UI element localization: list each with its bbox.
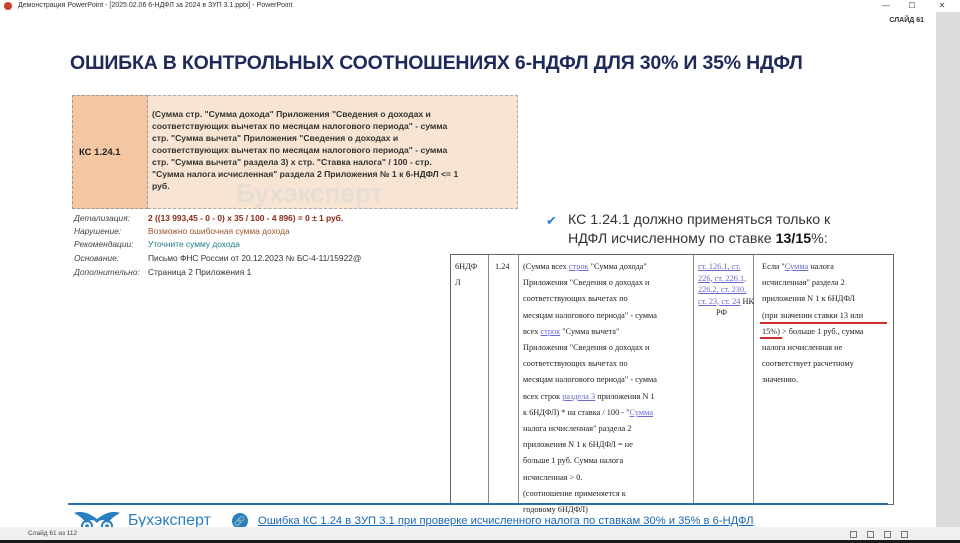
window-title: Демонстрация PowerPoint - [2025.02.06 6-НДФЛ за 2024 в ЗУП 3.1.pptx] - PowerPoint bbox=[18, 2, 293, 9]
table-cell-line: Приложения "Сведения о доходах и bbox=[523, 278, 650, 288]
table-cell-line: (при значении ставки 13 или bbox=[762, 310, 864, 320]
detail-value: Письмо ФНС России от 20.12.2023 № БС-4-11/15922@ bbox=[148, 253, 362, 263]
table-cell-line: РФ bbox=[716, 308, 728, 317]
footer-divider bbox=[68, 503, 888, 505]
detail-label: Нарушение: bbox=[74, 226, 122, 236]
inline-link[interactable]: строк bbox=[540, 326, 561, 336]
detail-label: Основание: bbox=[74, 253, 120, 263]
table-cell-line: годовому 6НДФЛ) bbox=[523, 505, 588, 514]
slide-counter: Слайд 61 из 112 bbox=[28, 530, 78, 537]
inline-link[interactable]: Сумма bbox=[629, 407, 654, 417]
maximize-button[interactable]: ☐ bbox=[908, 1, 916, 10]
table-cell-line: 6НДФ bbox=[455, 262, 478, 271]
table-cell-line: (соотношение применяется к bbox=[523, 488, 626, 498]
slide-number: СЛАЙД 61 bbox=[889, 17, 924, 24]
table-cell-line: соответствующих вычетах по bbox=[523, 294, 628, 304]
table-cell-line: исчисленная" раздела 2 bbox=[762, 278, 845, 288]
bullet-line-1: КС 1.24.1 должно применяться только к bbox=[568, 212, 831, 228]
watermark-logo: Бухэксперт bbox=[236, 178, 384, 208]
highlight-underline-2 bbox=[760, 337, 782, 339]
formula-line: стр. "Сумма вычета" Приложения "Сведения о доходах и bbox=[152, 133, 399, 143]
table-cell-line: налога исчисленная не bbox=[762, 343, 843, 352]
regulation-table bbox=[450, 254, 894, 514]
table-cell-line: Л bbox=[455, 278, 461, 288]
ks-code-cell bbox=[72, 95, 148, 209]
highlight-underline-1 bbox=[760, 322, 887, 324]
detail-value: Возможно ошибочная сумма дохода bbox=[148, 226, 290, 236]
minimize-button[interactable]: — bbox=[882, 1, 890, 10]
table-cell-line: соответствует расчетному bbox=[762, 359, 854, 369]
table-cell-line bbox=[698, 261, 740, 273]
inline-link[interactable]: Сумма bbox=[784, 262, 809, 271]
detail-label: Дополнительно: bbox=[74, 267, 140, 277]
table-cell-line: соответствующих вычетах по bbox=[523, 359, 628, 369]
table-cell-line: всех строк раздела 3 приложения N 1 bbox=[523, 391, 655, 401]
detail-value: Страница 2 Приложения 1 bbox=[148, 267, 252, 277]
vertical-scrollbar[interactable] bbox=[936, 12, 960, 527]
status-bar bbox=[0, 527, 960, 540]
table-cell-line: всех строк "Сумма вычета" bbox=[523, 326, 620, 336]
detail-value: Уточните сумму дохода bbox=[148, 239, 240, 249]
detail-value: 2 ((13 993,45 - 0 - 0) х 35 / 100 - 4 896) = 0 ± 1 руб. bbox=[148, 213, 344, 223]
formula-line: "Сумма налога исчисленная" раздела 2 Приложения № 1 к 6-НДФЛ <= 1 bbox=[152, 169, 459, 179]
table-cell-line: налога исчисленная" раздела 2 bbox=[523, 424, 632, 433]
table-cell-line: к 6НДФЛ) * на ставка / 100 - "Сумма bbox=[523, 407, 654, 417]
formula-line: соответствующих вычетах по месяцам налогового периода" - сумма bbox=[152, 121, 448, 131]
table-cell-line: 15%) > больше 1 руб., сумма bbox=[762, 326, 864, 336]
normal-view-icon[interactable] bbox=[850, 531, 857, 538]
link-icon[interactable]: 🔗 bbox=[232, 513, 248, 527]
table-cell-line: значению. bbox=[762, 375, 799, 385]
table-cell-line: приложения N 1 к 6НДФЛ = не bbox=[523, 440, 633, 450]
table-cell-line: приложения N 1 к 6НДФЛ bbox=[762, 294, 855, 304]
formula-line: соответствующих вычетах по месяцам налогового периода" - сумма bbox=[152, 145, 448, 155]
table-cell-line: больше 1 руб. Сумма налога bbox=[523, 456, 624, 466]
table-col-number bbox=[489, 255, 519, 504]
inline-link[interactable]: строк bbox=[568, 262, 589, 271]
brand-name: Бухэксперт bbox=[128, 512, 211, 527]
inline-link[interactable]: 226.2, ст. 230, bbox=[698, 285, 747, 294]
table-cell-line: Приложения "Сведения о доходах и bbox=[523, 343, 650, 352]
table-cell-line: Если "Сумма налога bbox=[762, 262, 834, 271]
table-col-law bbox=[694, 255, 754, 504]
formula-line: (Сумма стр. "Сумма дохода" Приложения "Сведения о доходах и bbox=[152, 109, 431, 119]
table-cell-line: месяцам налогового периода" - сумма bbox=[523, 375, 657, 385]
detail-label: Детализация: bbox=[74, 213, 130, 223]
view-controls bbox=[840, 530, 930, 537]
table-cell-line: месяцам налогового периода" - сумма bbox=[523, 310, 657, 320]
formula-line: стр. "Сумма вычета" раздела 3) х стр. "Ставка налога" / 100 - стр. bbox=[152, 157, 432, 167]
table-cell-line bbox=[698, 273, 746, 285]
ratio-number: 1.24 bbox=[495, 262, 510, 271]
article-link[interactable]: Ошибка КС 1.24 в ЗУП 3.1 при проверке исчисленного налога по ставкам 30% и 35% в 6-НДФЛ bbox=[258, 515, 754, 527]
table-col-ratio bbox=[519, 255, 694, 514]
bullet-line-2: НДФЛ исчисленному по ставке 13/15%: bbox=[568, 231, 828, 247]
reading-view-icon[interactable] bbox=[884, 531, 891, 538]
table-cell-line: ст. 23, ст. 24 НК bbox=[698, 296, 755, 306]
table-cell-line: исчисленная > 0. bbox=[523, 472, 583, 482]
ks-code: КС 1.24.1 bbox=[79, 147, 121, 158]
table-col-violation bbox=[754, 255, 894, 504]
table-cell-line bbox=[698, 284, 746, 296]
slide-canvas bbox=[0, 12, 936, 527]
inline-link[interactable]: ст. 126.1, ст. bbox=[698, 262, 741, 271]
inline-link[interactable]: раздела 3 bbox=[562, 391, 596, 401]
check-icon: ✔ bbox=[546, 213, 557, 228]
window-title-bar bbox=[0, 0, 960, 12]
slide-title: ОШИБКА В КОНТРОЛЬНЫХ СООТНОШЕНИЯХ 6-НДФЛ ДЛЯ 30% И 35% НДФЛ bbox=[70, 52, 803, 74]
formula-line: руб. bbox=[152, 181, 170, 191]
close-button[interactable]: ✕ bbox=[938, 1, 946, 10]
slide-sorter-icon[interactable] bbox=[867, 531, 874, 538]
inline-link[interactable]: ст. 23, ст. 24 bbox=[698, 296, 741, 306]
owl-logo-icon bbox=[72, 509, 122, 527]
table-cell-line: (Сумма всех строк "Сумма дохода" bbox=[523, 262, 647, 271]
slideshow-icon[interactable] bbox=[901, 531, 908, 538]
table-col-form bbox=[451, 255, 489, 504]
detail-label: Рекомендации: bbox=[74, 239, 134, 249]
inline-link[interactable]: 226, ст. 226.1, bbox=[698, 273, 747, 283]
powerpoint-icon bbox=[4, 2, 12, 10]
